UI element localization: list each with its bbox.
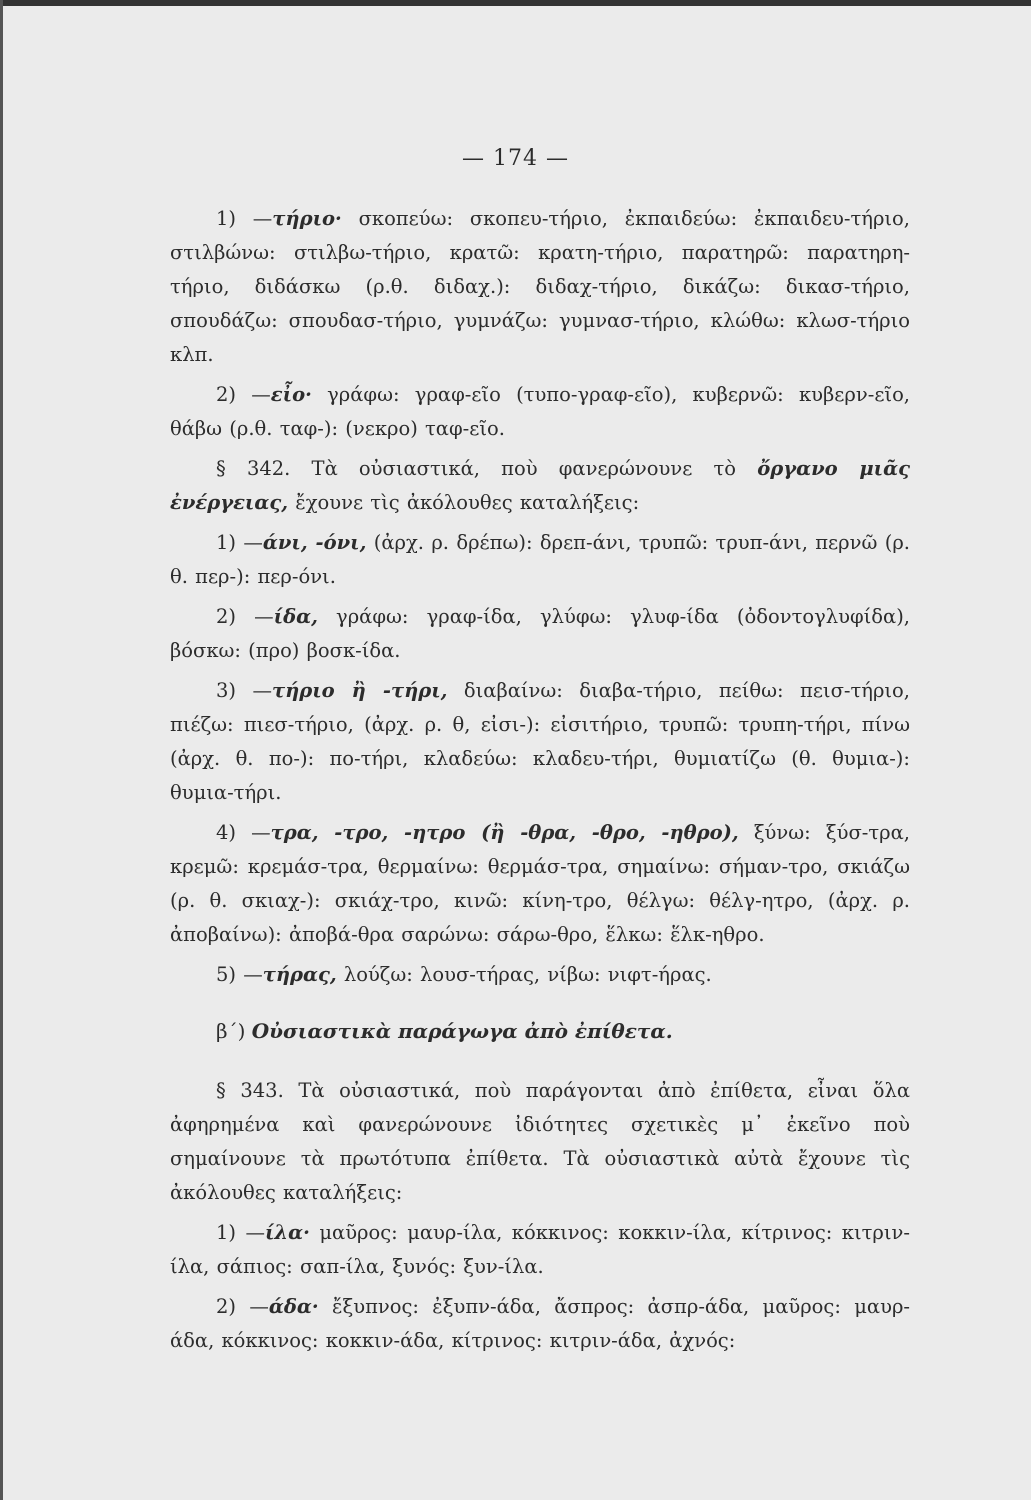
item-text: γράφω: γραφ-εῖο (τυπο-γραφ-εῖο), κυβερνῶ: κυβερν-εῖο, θάβω (ρ.θ. ταφ-): (νεκρο) ταφ-εῖο. [170, 383, 911, 440]
page-number: — 174 — [462, 146, 569, 171]
item-prefix: 5) — [216, 963, 263, 986]
item-text: σκοπεύω: σκοπευ-τήριο, ἐκπαιδεύω: ἐκπαιδευ-τήριο, στιλβώνω: στιλβω-τήριο, κρατῶ: κρατη-τήριο, παρατηρῶ: παρατηρη-τήριο, διδάσκω (ρ.θ. διδαχ.): διδαχ-τήριο, δικάζω: δικασ-τήριο, σπουδάζω: σπουδασ-τήριο, γυμνάζω: γυμνασ-τήριο, κλώθω: κλωσ-τήριο κλπ. [170, 207, 911, 366]
heading-prefix: β΄) [216, 1019, 252, 1043]
item-prefix: 4) — [216, 821, 271, 844]
section-text: ἔχουνε τὶς ἀκόλουθες καταλήξεις: [288, 491, 640, 514]
paragraph-6 [170, 816, 910, 952]
section-text: § 343. Τὰ οὐσιαστικά, ποὺ παράγονται ἀπὸ ἐπίθετα, εἶναι ὅλα ἀφηρημένα καὶ φανερώνουνε ἰδιότητες σχετικὲς μ᾿ ἐκεῖνο ποὺ σημαίνουνε τὰ πρωτότυπα ἐπίθετα. Τὰ οὐσιαστικὰ αὐτὰ ἔχουνε τὶς ἀκόλουθες καταλήξεις: [170, 1079, 910, 1204]
paragraph-4 [170, 600, 910, 668]
paragraph-7 [170, 958, 910, 992]
item-text: ἔξυπνος: ἐξυπν-άδα, ἄσπρος: ἀσπρ-άδα, μαῦρος: μαυρ-άδα, κόκκινος: κοκκιν-άδα, κίτρινος: κιτριν-άδα, ἀχνός: [170, 1295, 910, 1352]
item-prefix: 2) — [216, 605, 274, 628]
suffix-term: ίλα· [264, 1221, 310, 1244]
page-edge-left [0, 0, 3, 1500]
item-text: λούζω: λουσ-τήρας, νίβω: νιφτ-ήρας. [336, 963, 712, 986]
section-343 [170, 1074, 910, 1210]
suffix-term: τήριο· [272, 207, 342, 230]
item-prefix: 1) — [216, 207, 273, 230]
section-342 [170, 452, 910, 520]
paragraph-5 [170, 674, 910, 810]
paragraph-8 [170, 1216, 910, 1284]
item-prefix: 1) — [216, 531, 263, 554]
item-text: ξύνω: ξύσ-τρα, κρεμῶ: κρεμάσ-τρα, θερμαίνω: θερμάσ-τρα, σημαίνω: σήμαν-τρο, σκιάζω (ρ. θ. σκιαχ-): σκιάχ-τρο, κινῶ: κίνη-τρο, θέλγω: θέλγ-ητρο, (ἀρχ. ρ. ἀποβαίνω): ἀποβά-θρα σαρώνω: σάρω-θρο, ἕλκω: ἕλκ-ηθρο. [170, 821, 910, 946]
suffix-term: τήριο ἢ -τήρι, [271, 679, 448, 702]
item-text: μαῦρος: μαυρ-ίλα, κόκκινος: κοκκιν-ίλα, κίτρινος: κιτριν-ίλα, σάπιος: σαπ-ίλα, ξυνός: ξυν-ίλα. [170, 1221, 910, 1278]
page-body [170, 202, 910, 1364]
suffix-term: εἶο· [270, 383, 312, 406]
item-prefix: 2) — [216, 1295, 269, 1318]
item-prefix: 2) — [216, 383, 271, 406]
paragraph-3 [170, 526, 910, 594]
item-prefix: 1) — [216, 1221, 265, 1244]
paragraph-2 [170, 378, 910, 446]
suffix-term: τήρας, [262, 963, 337, 986]
heading-title: Οὐσιαστικὰ παράγωγα ἀπὸ ἐπίθετα. [251, 1019, 673, 1043]
suffix-term: ίδα, [273, 605, 318, 628]
suffix-term: άδα· [268, 1295, 319, 1318]
suffix-term: άνι, -όνι, [262, 531, 367, 554]
suffix-term: τρα, -τρο, -ητρο (ἢ -θρα, -θρο, -ηθρο), [270, 821, 739, 844]
item-text: (ἀρχ. ρ. δρέπω): δρεπ-άνι, τρυπῶ: τρυπ-άνι, περνῶ (ρ. θ. περ-): περ-όνι. [170, 531, 910, 588]
paragraph-9 [170, 1290, 910, 1358]
page-edge [0, 0, 1031, 6]
section-text: § 342. Τὰ οὐσιαστικά, ποὺ φανερώνουνε τὸ [216, 457, 758, 480]
paragraph-1 [170, 202, 910, 372]
emphasis-term: ὄργανο μιᾶς ἐνέργειας, [170, 457, 910, 514]
item-prefix: 3) — [216, 679, 272, 702]
section-heading [170, 1014, 910, 1048]
item-text: γράφω: γραφ-ίδα, γλύφω: γλυφ-ίδα (ὀδοντογλυφίδα), βόσκω: (προ) βοσκ-ίδα. [170, 605, 910, 662]
item-text: διαβαίνω: διαβα-τήριο, πείθω: πεισ-τήριο, πιέζω: πιεσ-τήριο, (ἀρχ. ρ. θ, εἰσι-): εἰσιτήριο, τρυπῶ: τρυπη-τήρι, πίνω (ἀρχ. θ. πο-): πο-τήρι, κλαδεύω: κλαδευ-τήρι, θυμιατίζω (θ. θυμια-): θυμια-τήρι. [170, 679, 911, 804]
